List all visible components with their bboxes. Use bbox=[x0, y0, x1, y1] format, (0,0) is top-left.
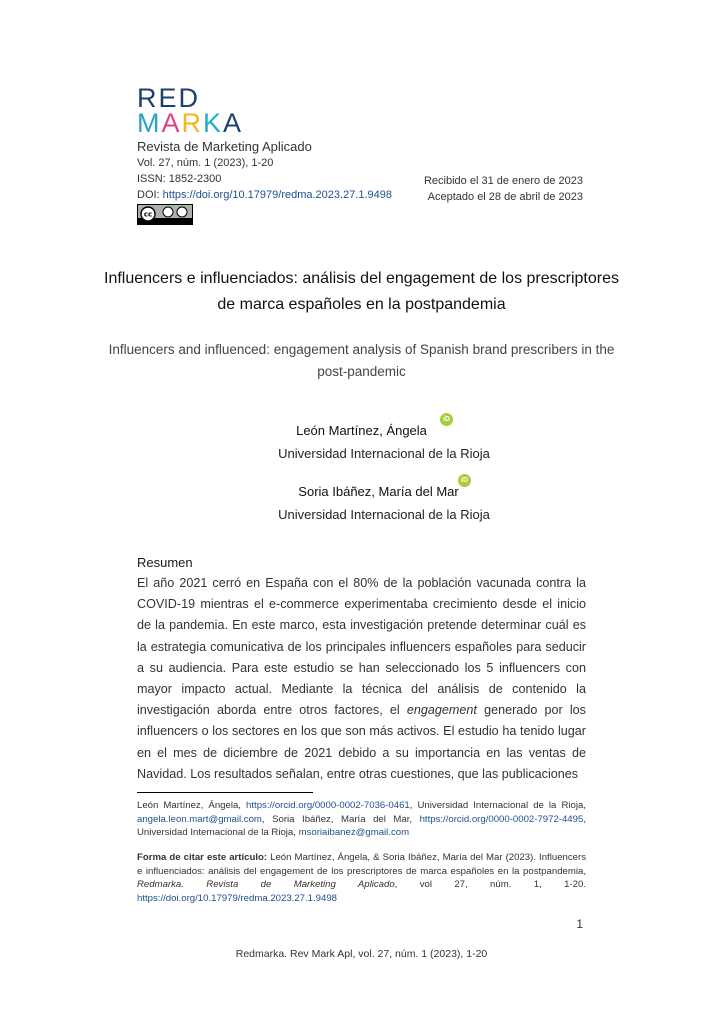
citation-text: León Martínez, Ángela, & Soria Ibáñez, María del Mar (2023). Influencers e influenciados: análisis del engagement de los prescriptores de marca españoles en la postpandemia, bbox=[137, 852, 586, 877]
page-footer: Redmarka. Rev Mark Apl, vol. 27, núm. 1 (2023), 1-20 bbox=[235, 948, 488, 960]
journal-volume: Vol. 27, núm. 1 (2023), 1-20 bbox=[137, 157, 274, 169]
author-1 bbox=[0, 423, 723, 438]
fn-affil-2: , Universidad Internacional de la Rioja, bbox=[137, 813, 586, 838]
citation-journal: Redmarka. Revista de Marketing Aplicado bbox=[137, 879, 395, 890]
citation-footnote bbox=[137, 851, 586, 905]
accepted-date: Aceptado el 28 de abril de 2023 bbox=[427, 191, 583, 203]
article-subtitle: Influencers and influenced: engagement analysis of Spanish brand prescribers in the post-pandemic bbox=[108, 342, 615, 379]
logo-letter-r: R bbox=[181, 108, 204, 138]
logo-red: RED bbox=[137, 83, 201, 113]
logo-letter-a: A bbox=[161, 108, 182, 138]
doi-link[interactable]: https://doi.org/10.17979/redma.2023.27.1.9498 bbox=[162, 189, 393, 201]
fn-author-2: , Soria Ibáñez, María del Mar, bbox=[261, 813, 420, 825]
author-1-name: León Martínez, Ángela bbox=[296, 423, 427, 438]
page-number: 1 bbox=[576, 917, 583, 931]
footnote-divider bbox=[137, 792, 313, 793]
svg-text:cc: cc bbox=[143, 210, 153, 219]
logo-letter-a2: A bbox=[223, 108, 244, 138]
abstract-italic: engagement bbox=[406, 703, 477, 718]
article-title: Influencers e influenciados: análisis del engagement de los prescriptores de marca españoles en la postpandemia bbox=[104, 270, 619, 313]
fn-affil-1: , Universidad Internacional de la Rioja, bbox=[409, 800, 586, 811]
logo-letter-k: K bbox=[203, 108, 224, 138]
abstract-heading: Resumen bbox=[137, 555, 193, 570]
doi-prefix: DOI: bbox=[137, 189, 163, 201]
abstract-part-1: El año 2021 cerró en España con el 80% de la población vacunada contra la COVID-19 mientras el e-commerce experimentaba crecimiento desde el inicio de la pandemia. En este marco, esta investigación pretende determinar cuál es la estrategia comunicativa de los principales influencers españoles para seducir a su audiencia. Para este estudio se han seleccionado los 5 influencers con mayor impacto actual. Mediante la técnica del análisis de contenido la investigación aborda entre otros factores, el bbox=[137, 576, 586, 718]
journal-doi bbox=[137, 189, 392, 201]
author-2-name: Soria Ibáñez, María del Mar bbox=[298, 484, 459, 499]
citation-label: Forma de citar este artículo: bbox=[137, 852, 268, 863]
email-link-2[interactable]: msoriaibanez@gmail.com bbox=[298, 827, 410, 838]
logo-letter-m: M bbox=[137, 108, 162, 138]
cc-by-sa-icon bbox=[137, 204, 193, 225]
journal-name: Revista de Marketing Aplicado bbox=[137, 139, 312, 154]
orcid-icon[interactable]: iD bbox=[458, 474, 471, 487]
author-2-affiliation: Universidad Internacional de la Rioja bbox=[278, 507, 490, 522]
email-link-1[interactable]: angela.leon.mart@gmail.com bbox=[137, 813, 262, 825]
received-date: Recibido el 31 de enero de 2023 bbox=[423, 175, 583, 187]
journal-issn: ISSN: 1852-2300 bbox=[137, 173, 222, 185]
logo-marka bbox=[137, 108, 243, 138]
author-2 bbox=[0, 484, 723, 499]
orcid-link-1[interactable]: https://orcid.org/0000-0002-7036-0461 bbox=[246, 800, 410, 811]
abstract-text bbox=[137, 573, 586, 785]
author-footnote bbox=[137, 799, 586, 840]
author-1-affiliation: Universidad Internacional de la Rioja bbox=[278, 446, 490, 461]
orcid-icon[interactable]: iD bbox=[440, 413, 453, 426]
citation-volume: , vol 27, núm. 1, 1-20. bbox=[394, 879, 586, 890]
citation-doi-link[interactable]: https://doi.org/10.17979/redma.2023.27.1.9498 bbox=[137, 892, 338, 904]
fn-author-1: León Martínez, Ángela, bbox=[137, 800, 247, 811]
abstract-part-2: generado por los influencers o los sectores en los que son más activos. El estudio ha tenido lugar en el mes de diciembre de 2021 debido a su importancia en las ventas de Navidad. Los resultados señalan, entre otras cuestiones, que las publicaciones bbox=[137, 703, 586, 781]
article-dates bbox=[424, 173, 583, 205]
orcid-link-2[interactable]: https://orcid.org/0000-0002-7972-4495 bbox=[419, 813, 584, 825]
